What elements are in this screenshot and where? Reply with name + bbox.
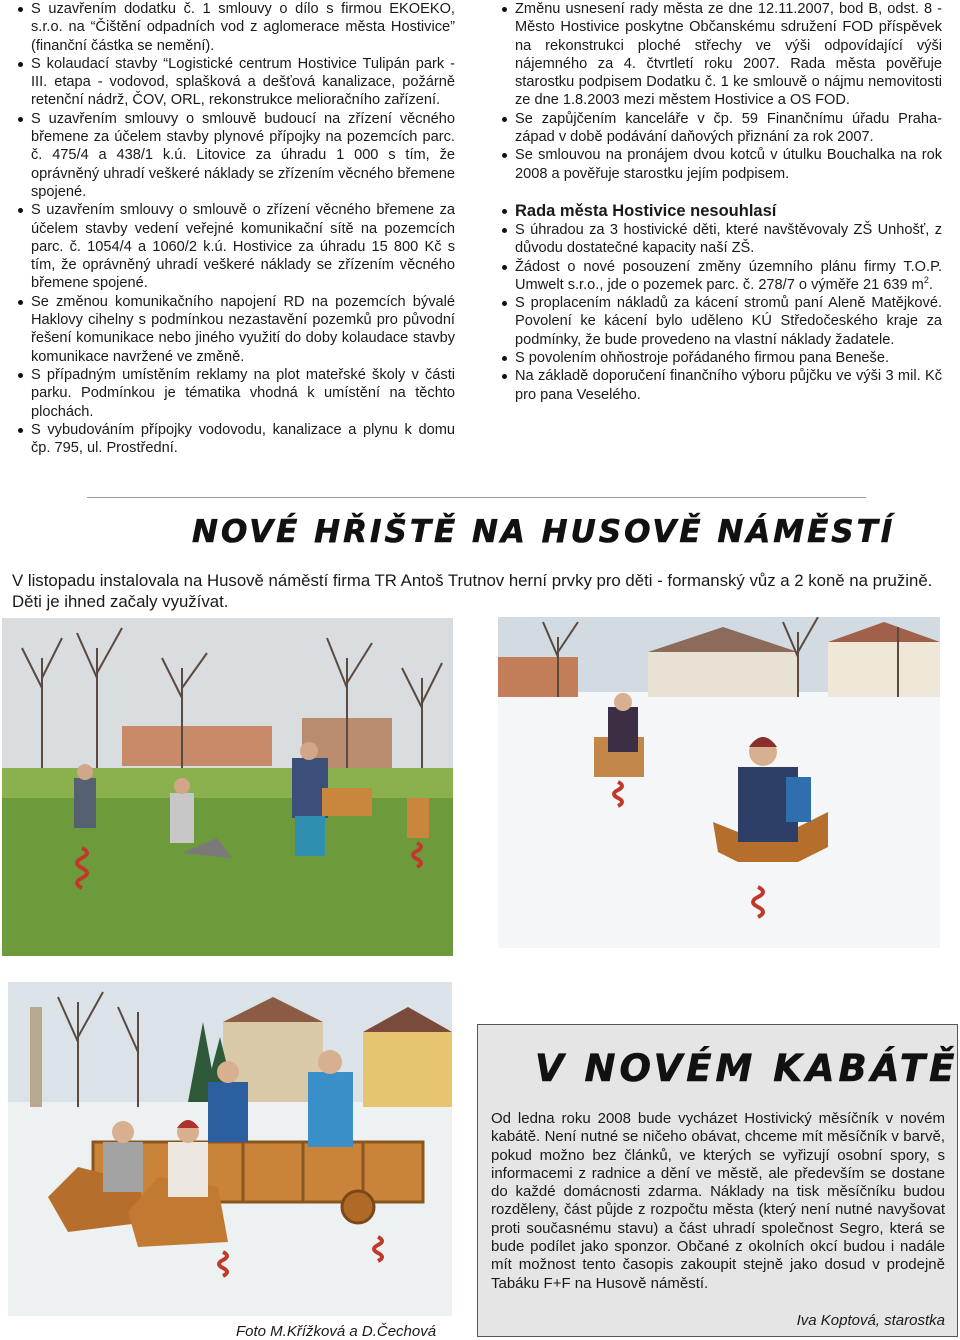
right-bullet-list xyxy=(502,0,942,183)
section-divider xyxy=(87,497,866,498)
list-item: S kolaudací stavby “Logistické centrum Hostivice Tulipán park - III. etapa - vodovod, splašková a dešťová kanalizace, požárně retenční nádrž, ČOV, ORL, rekonstrukce melioračního zařízení. xyxy=(18,55,455,110)
children-spring-horses-photo xyxy=(498,617,940,948)
installation-photo xyxy=(2,618,453,956)
list-item: S uzavřením smlouvy o smlouvě o zřízení věcného břemene za účelem stavby vedení veřejné komunikační sítě na pozemcích parc. č. 1054/4 a 1060/2 k.ú. Hostivice za úhradu 15 800 Kč s tím, že oprávněný uhradí veškeré náklady se zřízením věcného břemene spojené. xyxy=(18,201,455,292)
list-item: S úhradou za 3 hostivické děti, které navštěvovaly ZŠ Unhošť, z důvodu dostatečné kapacity naší ZŠ. xyxy=(502,221,942,258)
disagree-heading: Rada města Hostivice nesouhlasí xyxy=(502,201,942,221)
area-text: Žádost o nové posouzení změny územního plánu firmy T.O.P. Umwelt s.r.o., jde o pozemek parc. č. 278/7 o výměře 21 639 m xyxy=(515,258,942,293)
list-item: Se smlouvou na pronájem dvou kotců v útulku Bouchalka na rok 2008 a pověřuje starostku jejím podpisem. xyxy=(502,146,942,183)
photo-credit: Foto M.Křížková a D.Čechová xyxy=(236,1323,437,1340)
list-item: S případným umístěním reklamy na plot mateřské školy v části parku. Podmínkou je tématika vhodná k umístění na těchto plochách. xyxy=(18,366,455,421)
list-item: S vybudováním přípojky vodovodu, kanalizace a plynu k domu čp. 795, ul. Prostřední. xyxy=(18,421,455,458)
signature: Iva Koptová, starostka xyxy=(796,1312,945,1329)
new-look-headline: V NOVÉM KABÁTĚ xyxy=(535,1047,959,1090)
playground-headline: NOVÉ HŘIŠTĚ NA HUSOVĚ NÁMĚSTÍ xyxy=(192,514,896,550)
list-item: S povolením ohňostroje pořádaného firmou pana Beneše. xyxy=(502,349,942,367)
new-look-body: Od ledna roku 2008 bude vycházet Hostivický měsíčník v novém kabátě. Není nutné se ničeho obávat, chceme mít měsíčník v barvě, pokud možno bez článků, ve kterých se vyřizují osobní spory, s informacemi z radnice a dění ve městě, ale především se dostane do každé domácnosti zdarma. Náklady na tisk měsíčníku budou rozděleny, část půjde z rozpočtu města (který není nutné navyšovat proti současnému stavu) a část uhradí společnost Segro, která se bude podílet jako sponzor. Občané z okolních okcí budou i nadále mít možnost tento časopis zakoupit stejně jako dosud v prodejně Tabáku F+F na Husově náměstí. xyxy=(491,1110,945,1292)
right-column xyxy=(502,0,942,404)
list-item: S uzavřením smlouvy o smlouvě budoucí na zřízení věcného břemene za účelem stavby plynové přípojky na pozemcích parc. č. 475/4 a 438/1 k.ú. Litovice za úhradu 1 000 s tím, že oprávněný uhradí veškeré náklady se zřízením věcného břemene spojené. xyxy=(18,110,455,201)
area-suffix: . xyxy=(928,276,933,293)
left-column xyxy=(18,0,455,457)
area-exponent: 2 xyxy=(923,275,929,285)
list-item: Se zapůjčením kanceláře v čp. 59 Finančnímu úřadu Praha-západ v době podávání daňových přiznání za rok 2007. xyxy=(502,110,942,147)
list-item xyxy=(502,258,942,295)
disagree-bullet-list xyxy=(502,221,942,404)
children-wagon-photo xyxy=(8,982,452,1316)
list-item: S uzavřením dodatku č. 1 smlouvy o dílo s firmou EKOEKO, s.r.o. na “Čištění odpadních vod z aglomerace města Hostivice” (finanční částka se nemění). xyxy=(18,0,455,55)
list-item: Na základě doporučení finančního výboru půjčku ve výši 3 mil. Kč pro pana Veselého. xyxy=(502,367,942,404)
list-item: S proplacením nákladů za kácení stromů paní Aleně Matějkové. Povolení ke kácení bylo uděleno KÚ Středočeského kraje za podmínky, že bude provedeno na vlastní náklady žadatele. xyxy=(502,294,942,349)
list-item: Se změnou komunikačního napojení RD na pozemcích bývalé Haklovy cihelny s podmínkou nezastavění pozemků pro původní řešení komunikace nebo jiného využití do doby kolaudace stavby komunikace navržené ve změně. xyxy=(18,293,455,366)
playground-lead: V listopadu instalovala na Husově náměstí firma TR Antoš Trutnov herní prvky pro děti - formanský vůz a 2 koně na pružině. Děti je ihned začaly využívat. xyxy=(12,571,933,611)
left-bullet-list xyxy=(18,0,455,457)
list-item: Změnu usnesení rady města ze dne 12.11.2007, bod B, odst. 8 - Město Hostivice poskytne Občanskému sdružení FOD příspěvek na rekonstrukci ploché střechy ve výši odpovídající výši nájemného za 4. čtvrtletí roku 2007. Rada města pověřuje starostku podpisem Dodatku č. 1 ke smlouvě o nájmu nemovitosti ze dne 1.8.2003 mezi městem Hostivice a OS FOD. xyxy=(502,0,942,110)
